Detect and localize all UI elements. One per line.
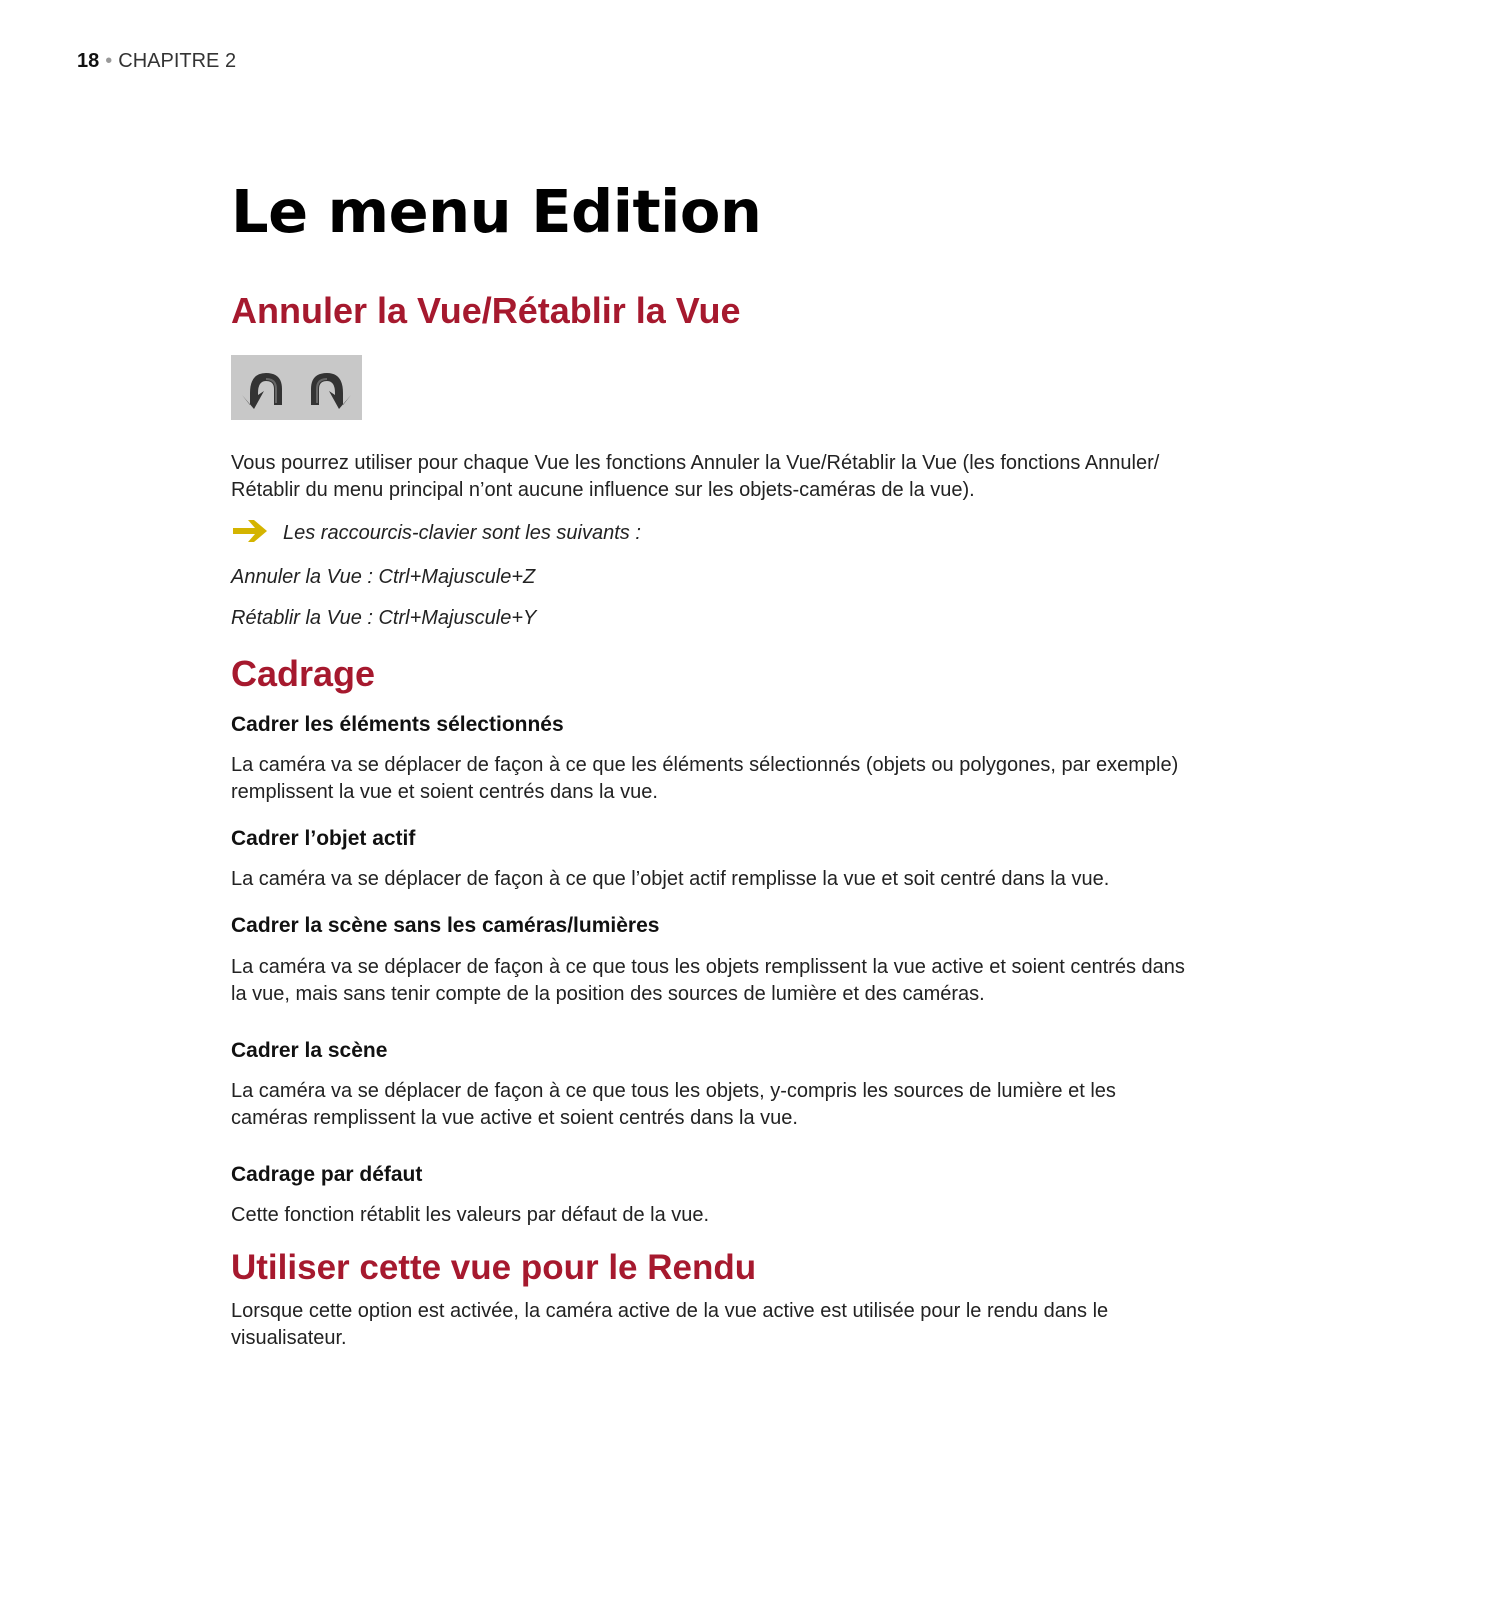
subheading-frame-scene-no-lights: Cadrer la scène sans les caméras/lumières [231, 914, 660, 938]
section-heading-undo-redo: Annuler la Vue/Rétablir la Vue [231, 289, 741, 331]
header-bullet: • [105, 50, 113, 72]
running-header [77, 50, 236, 73]
undo-redo-description: Vous pourrez utiliser pour chaque Vue les fonctions Annuler la Vue/Rétablir la Vue (les fonctions Annuler/ Rétablir du menu principal n’ont aucune influence sur les objets-caméras de la vue). [231, 452, 1160, 502]
undo-arrow-icon [236, 363, 292, 413]
shortcut-note [231, 517, 1241, 550]
render-description: Lorsque cette option est activée, la caméra active de la vue active est utilisée pour le rendu dans le visualisateur. [231, 1299, 1109, 1349]
frame-selected-description: La caméra va se déplacer de façon à ce que les éléments sélectionnés (objets ou polygones, par exemple) remplissent la vue et soient centrés dans la vue. [231, 754, 1179, 804]
redo-arrow-icon [301, 363, 357, 413]
shortcut-redo: Rétablir la Vue : Ctrl+Majuscule+Y [231, 607, 537, 630]
right-arrow-icon [231, 517, 269, 550]
chapter-label: CHAPITRE 2 [118, 50, 237, 72]
undo-redo-icons [231, 355, 362, 420]
section-heading-cadrage: Cadrage [231, 653, 376, 695]
shortcut-undo: Annuler la Vue : Ctrl+Majuscule+Z [231, 566, 536, 589]
page-content [231, 177, 1241, 1352]
page-number: 18 [77, 50, 100, 72]
subheading-frame-scene: Cadrer la scène [231, 1038, 388, 1062]
frame-active-object-description: La caméra va se déplacer de façon à ce que l’objet actif remplisse la vue et soit centré dans la vue. [231, 868, 1110, 891]
frame-scene-no-lights-description: La caméra va se déplacer de façon à ce que tous les objets remplissent la vue active et soient centrés dans la vue, mais sans tenir compte de la position des sources de lumière et des caméras. [231, 955, 1185, 1005]
subheading-frame-active-object: Cadrer l’objet actif [231, 827, 416, 851]
section-heading-render: Utiliser cette vue pour le Rendu [231, 1248, 757, 1288]
subheading-frame-selected: Cadrer les éléments sélectionnés [231, 713, 564, 737]
frame-scene-description: La caméra va se déplacer de façon à ce que tous les objets, y-compris les sources de lumière et les caméras remplissent la vue active et soient centrés dans la vue. [231, 1079, 1116, 1129]
default-framing-description: Cette fonction rétablit les valeurs par défaut de la vue. [231, 1204, 710, 1227]
subheading-default-framing: Cadrage par défaut [231, 1162, 423, 1186]
shortcut-note-text: Les raccourcis-clavier sont les suivants : [283, 522, 641, 545]
page-title: Le menu Edition [231, 177, 762, 246]
